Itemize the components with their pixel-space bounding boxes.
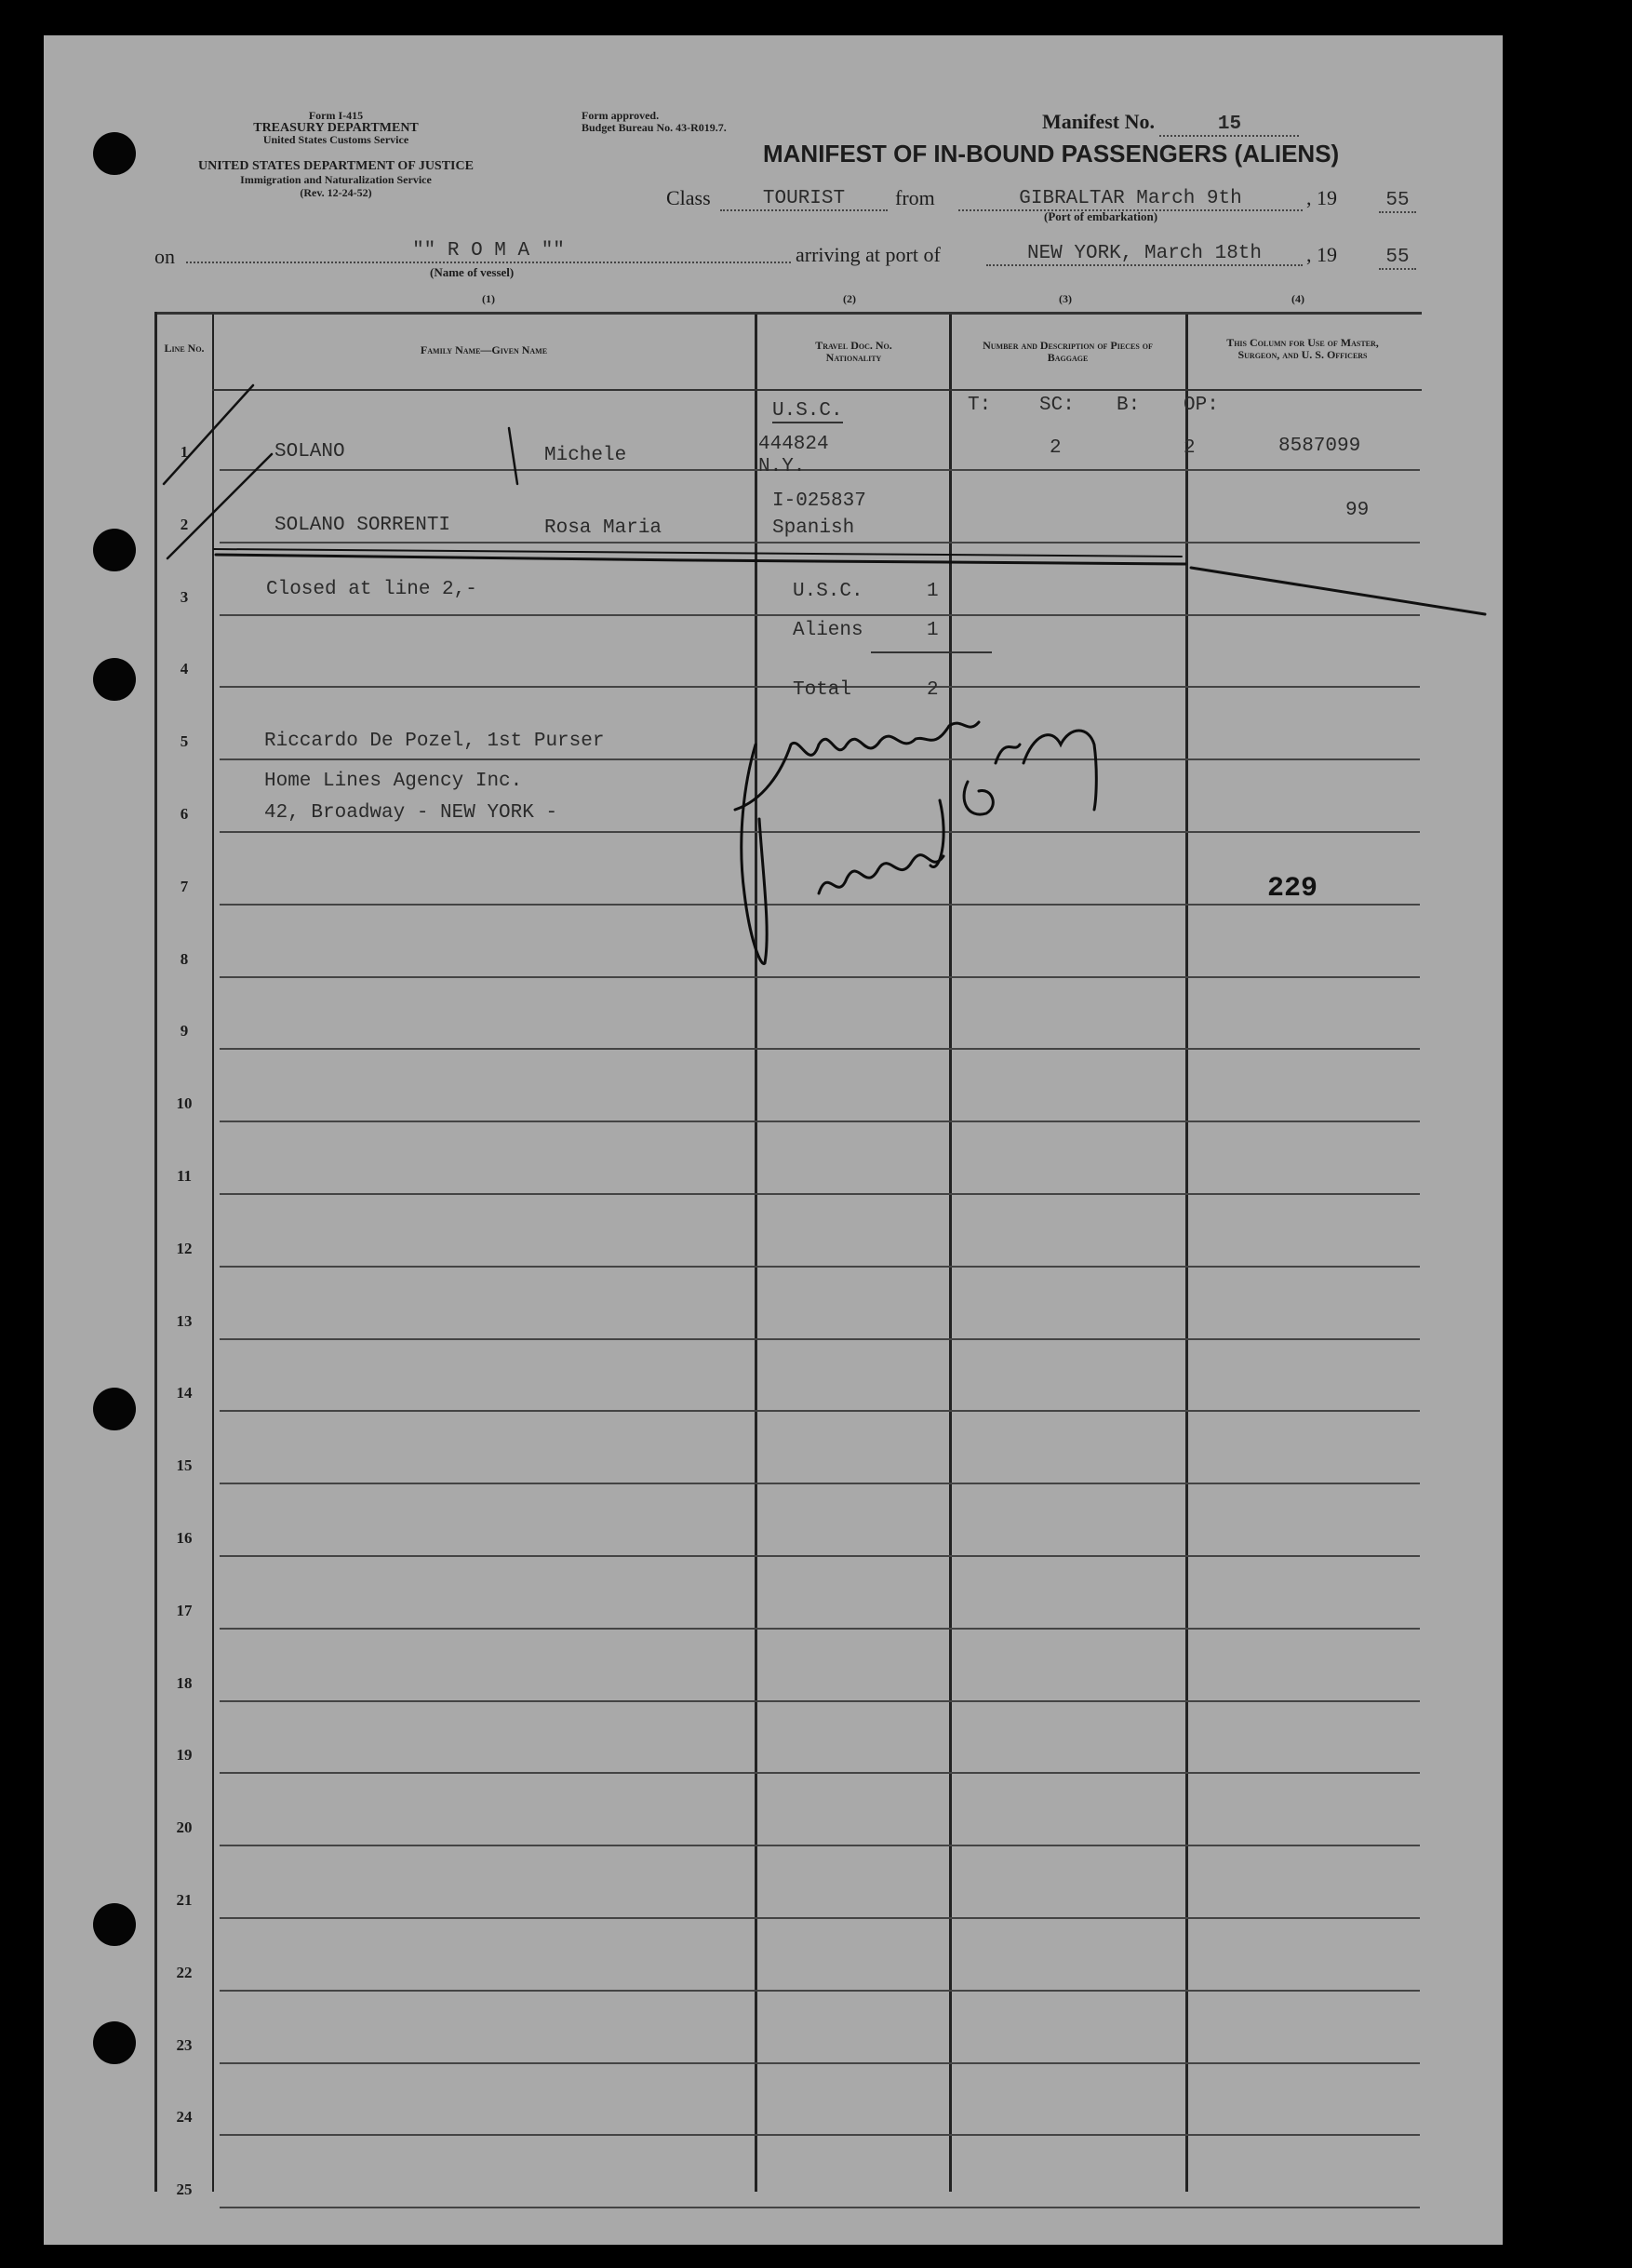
baggage-code-sc: SC: <box>1039 395 1075 416</box>
class-value: TOURIST <box>720 188 888 211</box>
arriving-label: arriving at port of <box>796 243 941 266</box>
cancel-stroke <box>164 385 253 484</box>
line-number: 8 <box>180 950 189 968</box>
baggage-code-t: T: <box>968 395 992 416</box>
cancel-stroke <box>509 428 517 484</box>
line-number: 16 <box>176 1529 193 1547</box>
column-header-travel-doc: Travel Doc. No. Nationality <box>815 339 892 364</box>
line-number: 24 <box>176 2108 193 2126</box>
line-number: 14 <box>176 1384 193 1402</box>
from-value: GIBRALTAR March 9th <box>958 188 1303 211</box>
on-label: on <box>154 245 175 268</box>
from-label: from <box>895 186 935 209</box>
line-number: 22 <box>176 1964 193 1981</box>
line-number: 15 <box>176 1456 193 1474</box>
year-label: , 19 <box>1306 186 1337 209</box>
column-number: (3) <box>1059 292 1072 305</box>
class-label: Class <box>666 186 711 209</box>
closed-at-line: Closed at line 2,- <box>266 579 477 600</box>
entry-baggage-sc: 2 <box>1050 437 1062 459</box>
line-number: 6 <box>180 805 189 823</box>
entry-officer-number: 8587099 <box>1278 436 1361 457</box>
form-approved-label: Form approved. <box>582 109 660 122</box>
column-header-name: Family Name—Given Name <box>420 343 548 356</box>
cancel-stroke <box>167 454 272 558</box>
page-title: MANIFEST OF IN-BOUND PASSENGERS (ALIENS) <box>763 140 1340 168</box>
entry-given-name: Michele <box>544 445 627 466</box>
agency-name: Home Lines Agency Inc. <box>264 771 523 792</box>
line-number: 5 <box>180 732 189 750</box>
baggage-code-op: OP: <box>1184 395 1219 416</box>
line-number: 21 <box>176 1891 193 1909</box>
arrival-year-label: , 19 <box>1306 243 1337 266</box>
total-count: 2 <box>927 679 939 701</box>
usc-label: U.S.C. <box>793 581 863 602</box>
line-number: 13 <box>176 1312 193 1330</box>
line-number: 12 <box>176 1240 193 1257</box>
column-header-baggage: Number and Description of Pieces of Baggage <box>983 339 1153 364</box>
agency-address: 42, Broadway - NEW YORK - <box>264 802 558 824</box>
closing-rule <box>1191 568 1485 614</box>
entry-doc-number: 444824 <box>758 434 829 455</box>
entry-given-name: Rosa Maria <box>544 517 662 539</box>
entry-nationality: Spanish <box>772 517 855 539</box>
entry-doc-issuer: N.Y. <box>758 456 806 477</box>
arrival-value: NEW YORK, March 18th <box>986 243 1303 266</box>
year-value: 55 <box>1379 190 1416 213</box>
usc-count: 1 <box>927 581 939 602</box>
aliens-count: 1 <box>927 620 939 641</box>
port-embarkation-caption: (Port of embarkation) <box>1044 209 1158 223</box>
line-number: 4 <box>180 660 189 678</box>
entry-doc-type: U.S.C. <box>772 400 843 422</box>
entry-officer-number: 99 <box>1345 500 1370 521</box>
line-number: 25 <box>176 2181 193 2198</box>
treasury-label: TREASURY DEPARTMENT <box>253 121 419 135</box>
line-number: 17 <box>176 1602 193 1619</box>
line-number: 3 <box>180 588 189 606</box>
line-number: 9 <box>180 1022 189 1040</box>
justice-label: UNITED STATES DEPARTMENT OF JUSTICE <box>198 159 474 173</box>
column-number: (1) <box>482 292 495 305</box>
aliens-label: Aliens <box>793 620 863 641</box>
baggage-code-b: B: <box>1117 395 1141 416</box>
line-number: 7 <box>180 878 189 895</box>
line-number: 23 <box>176 2036 193 2054</box>
line-number: 2 <box>180 516 189 533</box>
form-number: Form I-415 <box>308 109 364 122</box>
manifest-number-label: Manifest No. <box>1042 110 1155 133</box>
line-number: 1 <box>180 443 189 461</box>
ins-label: Immigration and Naturalization Service <box>240 173 432 186</box>
column-number: (4) <box>1291 292 1304 305</box>
entry-family-name: SOLANO <box>274 441 345 463</box>
vessel-caption: (Name of vessel) <box>430 265 515 279</box>
manifest-number-value: 15 <box>1159 114 1299 137</box>
entry-baggage-op: 2 <box>1184 437 1196 459</box>
entry-doc-number: I-025837 <box>772 490 866 512</box>
entry-family-name: SOLANO SORRENTI <box>274 515 451 536</box>
column-number: (2) <box>843 292 856 305</box>
arrival-year-value: 55 <box>1379 247 1416 270</box>
line-number: 19 <box>176 1746 193 1764</box>
line-number: 20 <box>176 1818 193 1836</box>
line-number: 11 <box>176 1167 193 1185</box>
line-number: 18 <box>176 1674 193 1692</box>
revision-label: (Rev. 12-24-52) <box>300 186 372 199</box>
total-label: Total <box>793 679 852 701</box>
column-header-officers: This Column for Use of Master, Surgeon, and U. S. Officers <box>1226 336 1379 361</box>
signature-icon <box>735 722 1096 964</box>
purser-name: Riccardo De Pozel, 1st Purser <box>264 731 605 752</box>
line-number: 10 <box>176 1094 193 1112</box>
customs-label: United States Customs Service <box>262 133 409 146</box>
column-header-line-no: Line No. <box>164 342 205 355</box>
budget-bureau-label: Budget Bureau No. 43-R019.7. <box>582 121 727 134</box>
vessel-name: "" R O M A "" <box>186 240 791 263</box>
stamp-number: 229 <box>1267 873 1318 905</box>
